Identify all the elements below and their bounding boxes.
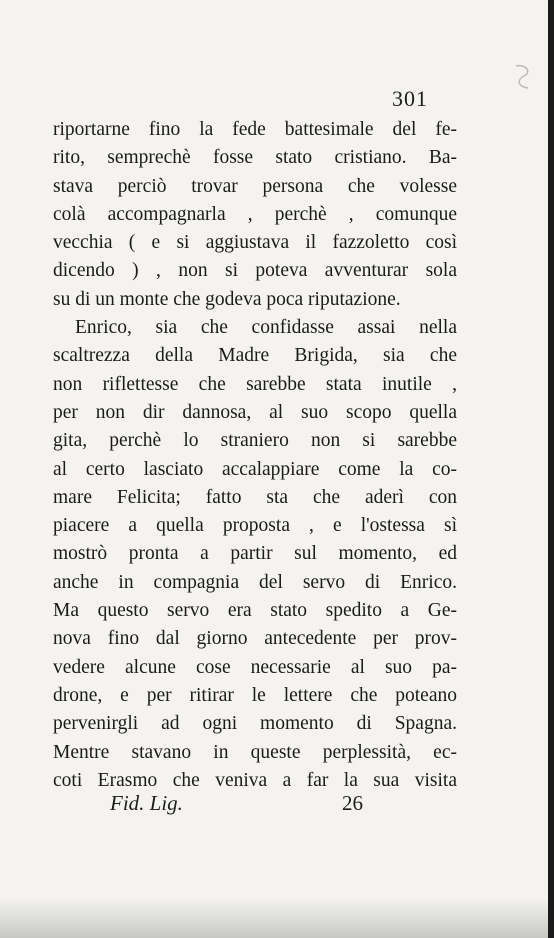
signature-mark: Fid. Lig.	[110, 791, 183, 815]
text-line: rito, semprechè fosse stato cristiano. Ba-	[53, 147, 457, 169]
text-line: mare Felicita; fatto sta che aderì con	[53, 486, 457, 508]
corner-stain-mark	[510, 62, 536, 92]
text-line: coti Erasmo che veniva a far la sua visita	[53, 769, 457, 791]
text-line: anche in compagnia del servo di Enrico.	[53, 571, 457, 593]
text-line: riportarne fino la fede battesimale del fe-	[53, 119, 457, 140]
text-line: non riflettesse che sarebbe stata inutile ,	[53, 373, 457, 395]
text-line: al certo lasciato accalappiare come la co-	[53, 458, 457, 480]
text-line: scaltrezza della Madre Brigida, sia che	[53, 345, 457, 367]
text-line: colà accompagnarla , perchè , comunque	[53, 203, 457, 225]
text-line: vecchia ( e si aggiustava il fazzoletto così	[53, 232, 457, 254]
text-line: Enrico, sia che confidasse assai nella	[75, 317, 457, 339]
text-line: su di un monte che godeva poca riputazione.	[53, 288, 401, 310]
gathering-number: 26	[342, 791, 363, 815]
text-line: drone, e per ritirar le lettere che poteano	[53, 684, 457, 706]
page-number: 301	[392, 86, 428, 111]
text-line: Mentre stavano in queste perplessità, ec-	[53, 741, 457, 763]
scan-edge	[548, 0, 554, 938]
text-line: gita, perchè lo straniero non si sarebbe	[53, 430, 457, 452]
body-text	[53, 116, 457, 795]
text-line: pervenirgli ad ogni momento di Spagna.	[53, 713, 457, 735]
text-line: mostrò pronta a partir sul momento, ed	[53, 543, 457, 565]
text-line: piacere a quella proposta , e l'ostessa sì	[53, 515, 457, 537]
text-line: vedere alcune cose necessarie al suo pa-	[53, 656, 457, 678]
text-line: Ma questo servo era stato spedito a Ge-	[53, 600, 457, 622]
text-line: per non dir dannosa, al suo scopo quella	[53, 401, 457, 423]
text-line: nova fino dal giorno antecedente per prov-	[53, 628, 457, 650]
text-line: stava perciò trovar persona che volesse	[53, 175, 457, 197]
page-shadow	[0, 898, 554, 938]
text-line: dicendo ) , non si poteva avventurar sola	[53, 260, 457, 282]
